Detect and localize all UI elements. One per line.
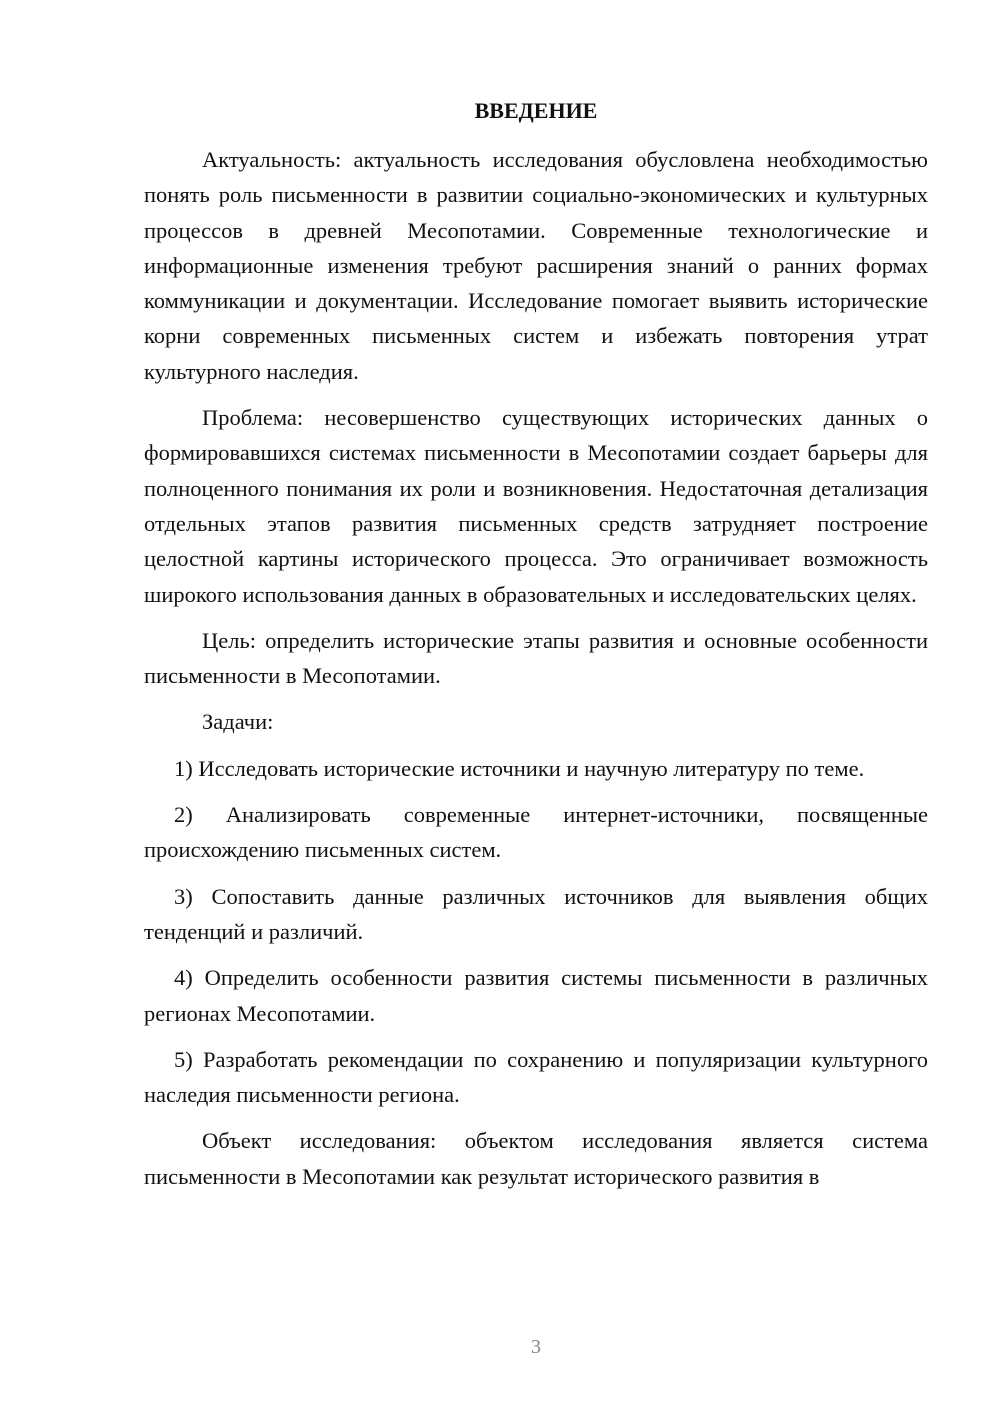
task-number: 4) [174, 965, 193, 991]
page-number: 3 [531, 1336, 541, 1358]
relevance-paragraph: Актуальность: актуальность исследования обусловлена необходимостью понять роль письменности в развитии социально-экономических и культурных процессов в древней Месопотамии. Современные технологические и информационные изменения требуют расширения знаний о ранних формах коммуникации и документации. Исследование помогает выявить исторические корни современных письменных систем и избежать повторения утрат культурного наследия. [144, 147, 928, 384]
problem-paragraph: Проблема: несовершенство существующих исторических данных о формировавшихся системах письменности в Месопотамии создает барьеры для полноценного понимания их роли и возникновения. Недостаточная детализация отдельных этапов развития письменных средств затрудняет построение целостной картины исторического процесса. Это ограничивает возможность широкого использования данных в образовательных и исследовательских целях. [144, 405, 928, 607]
task-text: Исследовать исторические источники и научную литературу по теме. [198, 755, 865, 781]
task-item-4 [144, 960, 928, 1031]
task-item-5 [144, 1042, 928, 1113]
task-number: 3) [174, 883, 193, 909]
task-item-2 [144, 797, 928, 868]
document-body [144, 142, 928, 1205]
tasks-heading: Задачи: [202, 709, 274, 735]
task-item-1 [144, 751, 928, 786]
task-number: 5) [174, 1046, 193, 1072]
task-number: 2) [174, 802, 193, 828]
object-paragraph: Объект исследования: объектом исследования является система письменности в Месопотамии как результат исторического развития в [144, 1128, 928, 1189]
page-title: ВВЕДЕНИЕ [474, 98, 598, 123]
goal-paragraph: Цель: определить исторические этапы развития и основные особенности письменности в Месопотамии. [144, 627, 928, 689]
task-text: Разработать рекомендации по сохранению и популяризации культурного наследия письменности региона. [144, 1046, 928, 1108]
task-number: 1) [174, 755, 193, 781]
task-text: Анализировать современные интернет-источники, посвященные происхождению письменных систем. [144, 802, 928, 863]
task-text: Определить особенности развития системы письменности в различных регионах Месопотамии. [144, 965, 929, 1026]
task-text: Сопоставить данные различных источников для выявления общих тенденций и различий. [144, 883, 928, 944]
task-item-3 [144, 879, 928, 950]
